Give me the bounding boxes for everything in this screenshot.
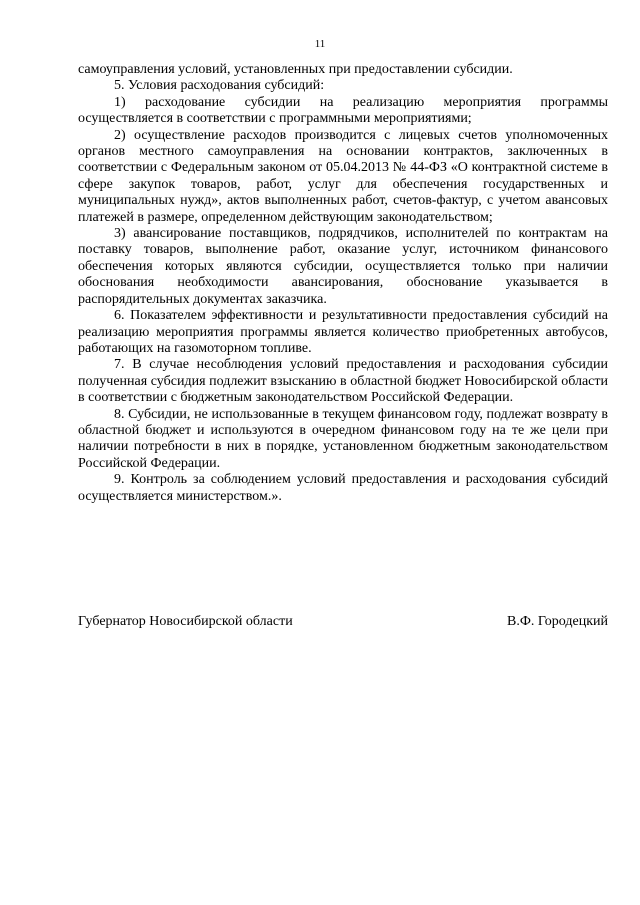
paragraph-section-7: 7. В случае несоблюдения условий предоставления и расходования субсидии полученная субсидия подлежит взысканию в областной бюджет Новосибирской области в соответствии с бюджетным законодательством Российской Федерации. — [78, 357, 608, 406]
signatory-position: Губернатор Новосибирской области — [78, 614, 293, 629]
paragraph-section-9: 9. Контроль за соблюдением условий предоставления и расходования субсидий осуществляется министерством.». — [78, 472, 608, 504]
paragraph-continuation: самоуправления условий, установленных при предоставлении субсидии. — [78, 62, 513, 77]
paragraph-section-5-item-2: 2) осуществление расходов производится с лицевых счетов уполномоченных органов местного самоуправления на основании контрактов, заключенных в соответствии с Федеральным законом от 05.04.2013 № 44-ФЗ «О контрактной системе в сфере закупок товаров, работ, услуг для обеспечения государственных и муниципальных нужд», актов выполненных работ, счетов-фактур, с учетом авансовых платежей в размере, определенном действующим законодательством; — [78, 127, 608, 225]
paragraph-section-5-item-3: 3) авансирование поставщиков, подрядчиков, исполнителей по контрактам на поставку товаров, выполнение работ, оказание услуг, источником финансового обеспечения которых являются субсидии, осуществляется только при наличии обоснования необходимости авансирования, обоснование указывается в распорядительных документах заказчика. — [78, 226, 608, 307]
signatory-name: В.Ф. Городецкий — [507, 614, 608, 629]
paragraph-section-6: 6. Показателем эффективности и результативности предоставления субсидий на реализацию мероприятия программы является количество приобретенных автобусов, работающих на газомоторном топливе. — [78, 308, 608, 356]
signature-block — [78, 614, 608, 630]
paragraph-section-5-item-1: 1) расходование субсидии на реализацию мероприятия программы осуществляется в соответствии с программными мероприятиями; — [78, 94, 608, 127]
document-body — [78, 62, 608, 505]
paragraph-section-8: 8. Субсидии, не использованные в текущем финансовом году, подлежат возврату в областной бюджет и используются в очередном финансовом году на те же цели при наличии потребности в них в порядке, установленном бюджетным законодательством Российской Федерации. — [78, 406, 608, 471]
paragraph-section-5-heading: 5. Условия расходования субсидий: — [114, 78, 325, 94]
page-number: 11 — [314, 38, 326, 50]
